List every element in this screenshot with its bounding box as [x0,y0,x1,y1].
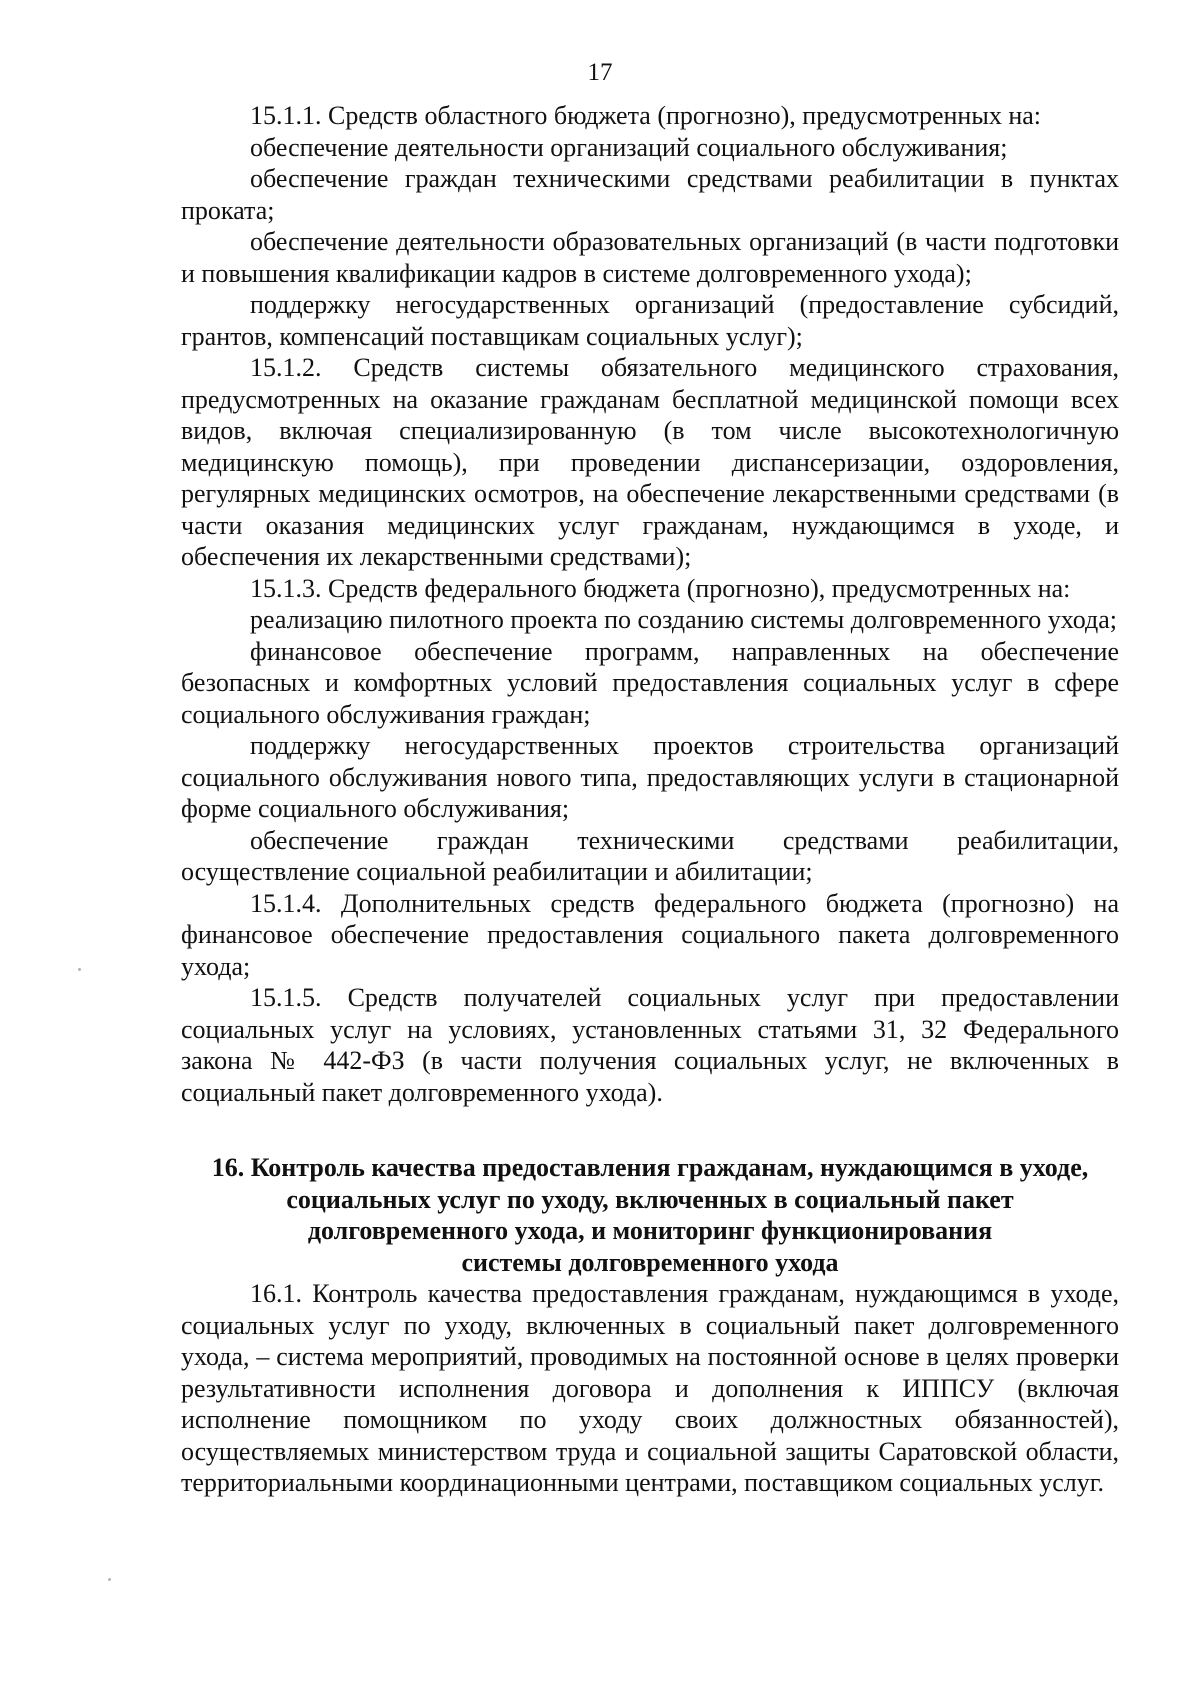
paragraph-item: обеспечение деятельности организаций социального обслуживания; [250,132,1008,162]
paragraph-item: реализацию пилотного проекта по созданию системы долговременного ухода; [250,605,1117,634]
section-16-heading [181,1152,1119,1278]
heading-line: системы долговременного ухода [461,1247,839,1277]
paragraph-15-1-5: 15.1.5. Средств получателей социальных услуг при предоставлении социальных услуг на условиях, установленных статьями 31, 32 Федерального закона № 442-ФЗ (в части получения социальных услуг, не включенных в социальный пакет долговременного ухода). [181,983,1119,1107]
paragraph-item: обеспечение граждан техническими средствами реабилитации, осуществление социальной реабилитации и абилитации; [181,825,1119,886]
paragraph-item: обеспечение деятельности образовательных организаций (в части подготовки и повышения квалификации кадров в системе долговременного ухода); [181,227,1119,288]
paragraph-15-1-2: 15.1.2. Средств системы обязательного медицинского страхования, предусмотренных на оказание гражданам бесплатной медицинской помощи всех видов, включая специализированную (в том числе высокотехнологичную медицинскую помощь), при проведении диспансеризации, оздоровления, регулярных медицинских осмотров, на обеспечение лекарственными средствами (в части оказания медицинских услуг гражданам, нуждающимся в уходе, и обеспечения их лекарственными средствами); [181,353,1119,571]
paragraph-15-1-3: 15.1.3. Средств федерального бюджета (прогнозно), предусмотренных на: [250,573,1071,603]
scan-speck [78,968,81,971]
heading-line: долговременного ухода, и мониторинг функционирования [307,1216,993,1245]
section-spacer [181,1108,1119,1152]
paragraph-item: обеспечение граждан техническими средствами реабилитации в пунктах проката; [181,164,1119,225]
page-number: 17 [587,59,613,86]
paragraph-item: поддержку негосударственных проектов строительства организаций социального обслуживания нового типа, предоставляющих услуги в стационарной форме социального обслуживания; [181,731,1119,823]
paragraph-16-1: 16.1. Контроль качества предоставления гражданам, нуждающимся в уходе, социальных услуг по уходу, включенных в социальный пакет долговременного ухода, – система мероприятий, проводимых на постоянной основе в целях проверки результативности исполнения договора и дополнения к ИППСУ (включая исполнение помощником по уходу своих должностных обязанностей), осуществляемых министерством труда и социальной защиты Саратовской области, территориальными координационными центрами, поставщиком социальных услуг. [181,1279,1119,1497]
heading-line: 16. Контроль качества предоставления гражданам, нуждающимся в уходе, [211,1153,1089,1182]
document-body [181,100,1119,1499]
paragraph-item: финансовое обеспечение программ, направленных на обеспечение безопасных и комфортных условий предоставления социальных услуг в сфере социального обслуживания граждан; [181,636,1119,729]
paragraph-15-1-1: 15.1.1. Средств областного бюджета (прогнозно), предусмотренных на: [250,101,1041,130]
paragraph-15-1-4: 15.1.4. Дополнительных средств федерального бюджета (прогнозно) на финансовое обеспечение предоставления социального пакета долговременного ухода; [181,888,1119,981]
scan-speck [108,1578,111,1581]
paragraph-item: поддержку негосударственных организаций (предоставление субсидий, грантов, компенсаций поставщикам социальных услуг); [181,290,1119,351]
heading-line: социальных услуг по уходу, включенных в социальный пакет [286,1184,1014,1214]
